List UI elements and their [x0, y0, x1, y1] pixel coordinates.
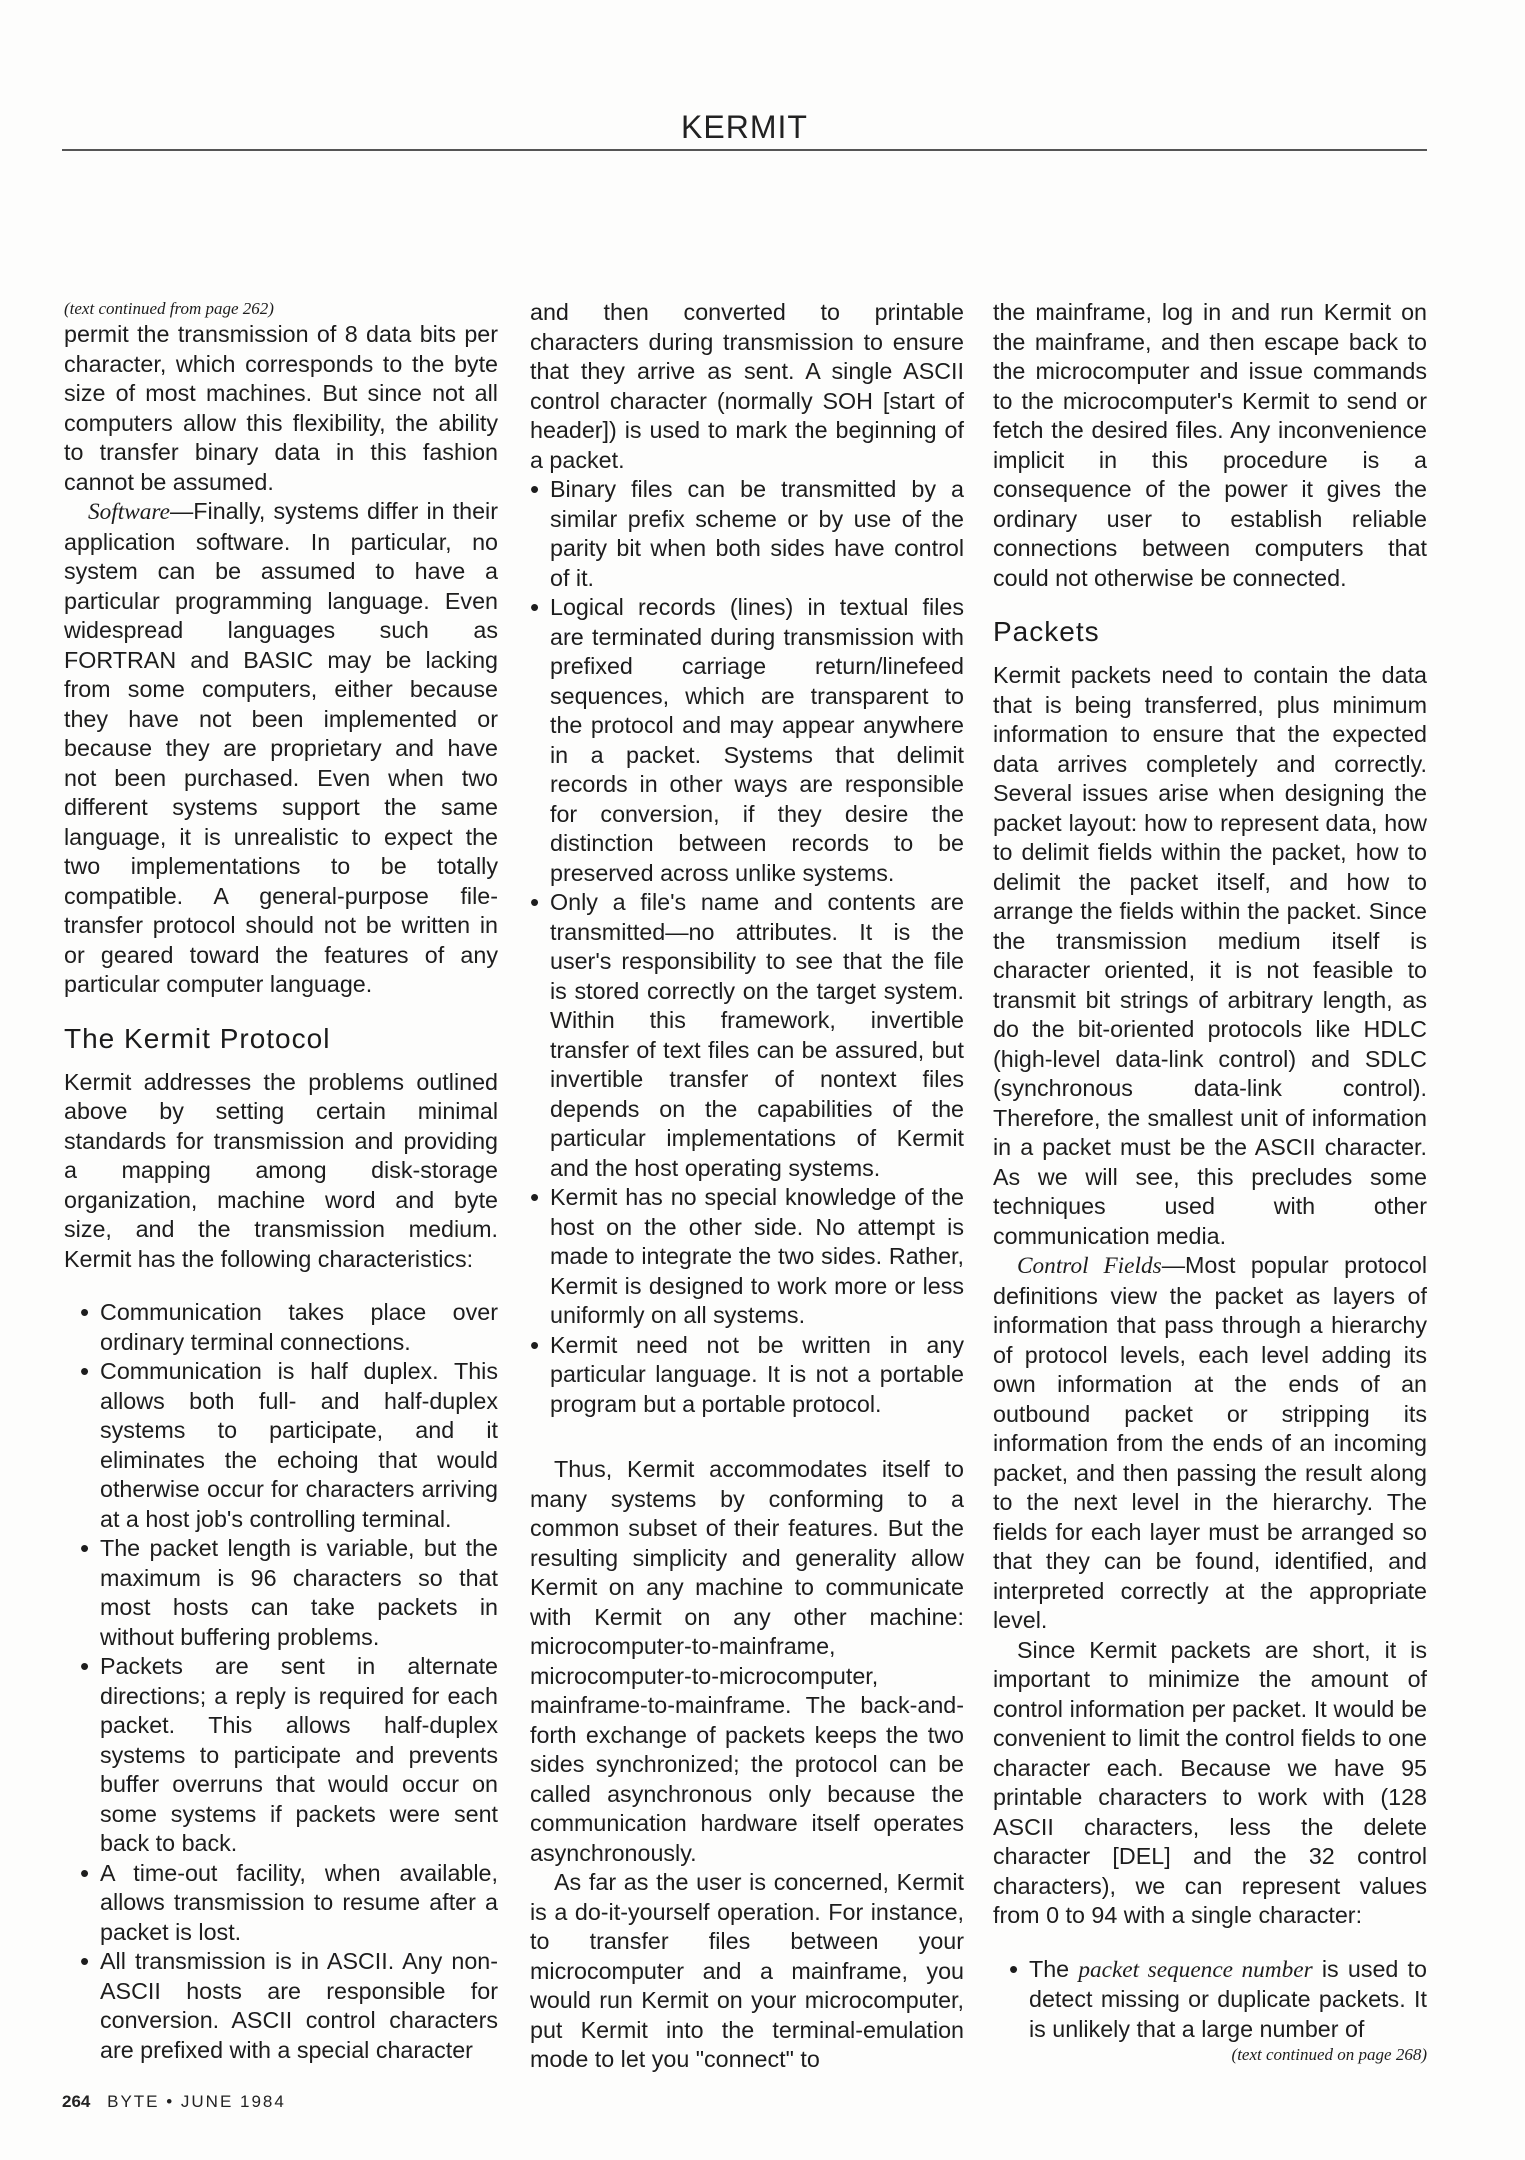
column-3 — [993, 298, 1427, 2066]
run-in-head: Software — [88, 499, 170, 525]
running-header: KERMIT — [681, 109, 808, 145]
list-item: • Communication is half duplex. This allows both full- and half-duplex systems to participate, and it eliminates the echoing that would otherwise occur for characters arriving at a host job's controlling terminal. — [80, 1357, 498, 1534]
continued-on-note: (text continued on page 268) — [1231, 2045, 1427, 2064]
publication-line: BYTE • JUNE 1984 — [107, 2092, 286, 2111]
paragraph: Since Kermit packets are short, it is important to minimize the amount of control information per packet. It would be convenient to limit the control fields to one character each. Because we have 95 printable characters to work with (128 ASCII characters, less the delete character [DEL] and the 32 control characters), we can represent values from 0 to 94 with a single character: — [993, 1636, 1427, 1928]
page-number: 264 — [62, 2092, 91, 2111]
list-item: • The packet length is variable, but the maximum is 96 characters so that most hosts can take packets in without buffering problems. — [80, 1534, 498, 1652]
paragraph: Thus, Kermit accommodates itself to many systems by conforming to a common subset of their features. But the resulting simplicity and generality allow Kermit on any machine to communicate with Kermit on any other machine: microcomputer-to-mainframe, microcomputer-to-microcomputer, mainframe-to-mainframe. The back-and-forth exchange of packets keeps the two sides synchronized; the protocol can be called asynchronous only because the communication hardware itself operates asynchronously. — [530, 1456, 964, 1866]
section-heading: The Kermit Protocol — [64, 1022, 331, 1054]
list-item — [1009, 1955, 1427, 2045]
column-2 — [530, 298, 964, 2075]
section-heading: Packets — [993, 616, 1100, 647]
list-item-text: is used to detect missing or duplicate packets. It is unlikely that a large number of — [1029, 1955, 1427, 2042]
paragraph-text: —Finally, systems differ in their application software. In particular, no system can be assumed to have a particular programming language. Even widespread languages such as FORTRAN and BASIC may be lacking from some computers, either because they have not been implemented or because they are proprietary and have not been purchased. Even when two different systems support the same language, it is unrealistic to expect the two implementations to be totally compatible. A general-purpose file-transfer protocol should not be written in or geared toward the features of any particular computer language. — [64, 498, 498, 997]
control-fields-list — [1009, 1955, 1427, 2045]
paragraph: Kermit packets need to contain the data that is being transferred, plus minimum information to ensure that the expected data arrives completely and correctly. Several issues arise when designing the packet layout: how to represent data, how to delimit fields within the packet, how to delimit the packet itself, and how to arrange the fields within the packet. Since the transmission medium itself is character oriented, it is not feasible to transmit bit strings of arbitrary length, as do the bit-oriented protocols like HDLC (high-level data-link control) and SDLC (synchronous data-link control). Therefore, the smallest unit of information in a packet must be the ASCII character. As we will see, this precludes some techniques used with other communication media. — [993, 662, 1427, 1249]
list-item: • A time-out facility, when available, allows transmission to resume after a packet is lost. — [80, 1859, 498, 1948]
list-item-text: The — [1029, 1955, 1079, 1982]
characteristics-list — [80, 1298, 498, 2065]
paragraph — [64, 497, 498, 1000]
list-item: • Binary files can be transmitted by a similar prefix scheme or by use of the parity bit when both sides have control of it. — [530, 475, 964, 593]
list-item: • Packets are sent in alternate directions; a reply is required for each packet. This allows half-duplex systems to participate and prevents buffer overruns that would occur on some systems if packets were sent back to back. — [80, 1652, 498, 1859]
spacer — [530, 1419, 964, 1455]
header-rule — [62, 149, 1427, 151]
paragraph: and then converted to printable characters during transmission to ensure that they arrive as sent. A single ASCII control character (normally SOH [start of header]) is used to mark the beginning of a packet. — [530, 299, 964, 473]
list-item: • Kermit has no special knowledge of the host on the other side. No attempt is made to integrate the two sides. Rather, Kermit is designed to work more or less uniformly on all systems. — [530, 1183, 964, 1331]
list-item: • Kermit need not be written in any particular language. It is not a portable program but a portable protocol. — [530, 1331, 964, 1420]
paragraph: As far as the user is concerned, Kermit is a do-it-yourself operation. For instance, to transfer files between your microcomputer and a mainframe, you would run Kermit on your microcomputer, put Kermit into the terminal-emulation mode to let you "connect" to — [530, 1869, 964, 2072]
list-item: • Logical records (lines) in textual files are terminated during transmission with prefixed carriage return/linefeed sequences, which are transparent to the protocol and may appear anywhere in a packet. Systems that delimit records in other ways are responsible for conversion, if they desire the distinction between records to be preserved across unlike systems. — [530, 593, 964, 888]
characteristics-list-cont — [530, 475, 964, 1419]
defined-term: packet sequence number — [1078, 1956, 1313, 1983]
list-item: • Communication takes place over ordinary terminal connections. — [80, 1298, 498, 1357]
paragraph-text: —Most popular protocol definitions view the packet as layers of information that pass through a hierarchy of protocol levels, each level adding its own information at the ends of an outbound packet or stripping its information from the ends of an incoming packet, and then passing the result along to the next level in the hierarchy. The fields for each layer must be arranged so that they can be found, identified, and interpreted correctly at the appropriate level. — [993, 1252, 1428, 1633]
continued-from-note: (text continued from page 262) — [64, 299, 274, 318]
paragraph: the mainframe, log in and run Kermit on the mainframe, and then escape back to the microcomputer and issue commands to the microcomputer's Kermit to send or fetch the desired files. Any inconvenience implicit in this procedure is a consequence of the power it gives the ordinary user to establish reliable connections between computers that could not otherwise be connected. — [993, 299, 1427, 591]
column-1 — [64, 298, 498, 2065]
paragraph — [993, 1251, 1427, 1636]
paragraph: Kermit addresses the problems outlined above by setting certain minimal standards for transmission and providing a mapping among disk-storage organization, machine word and byte size, and the transmission medium. Kermit has the following characteristics: — [64, 1068, 498, 1272]
run-in-head: Control Fields — [1017, 1253, 1162, 1279]
list-item: • Only a file's name and contents are transmitted—no attributes. It is the user's responsibility to see that the file is stored correctly on the target system. Within this framework, invertible transfer of text files can be assured, but invertible transfer of nontext files depends on the capabilities of the particular implementations of Kermit and the host operating systems. — [530, 888, 964, 1183]
list-item: • All transmission is in ASCII. Any non-ASCII hosts are responsible for conversion. ASCII control characters are prefixed with a special character — [80, 1947, 498, 2065]
paragraph: permit the transmission of 8 data bits per character, which corresponds to the byte size of most machines. But since not all computers allow this flexibility, the ability to transfer binary data in this fashion cannot be assumed. — [64, 321, 498, 495]
page-footer — [62, 2092, 286, 2112]
